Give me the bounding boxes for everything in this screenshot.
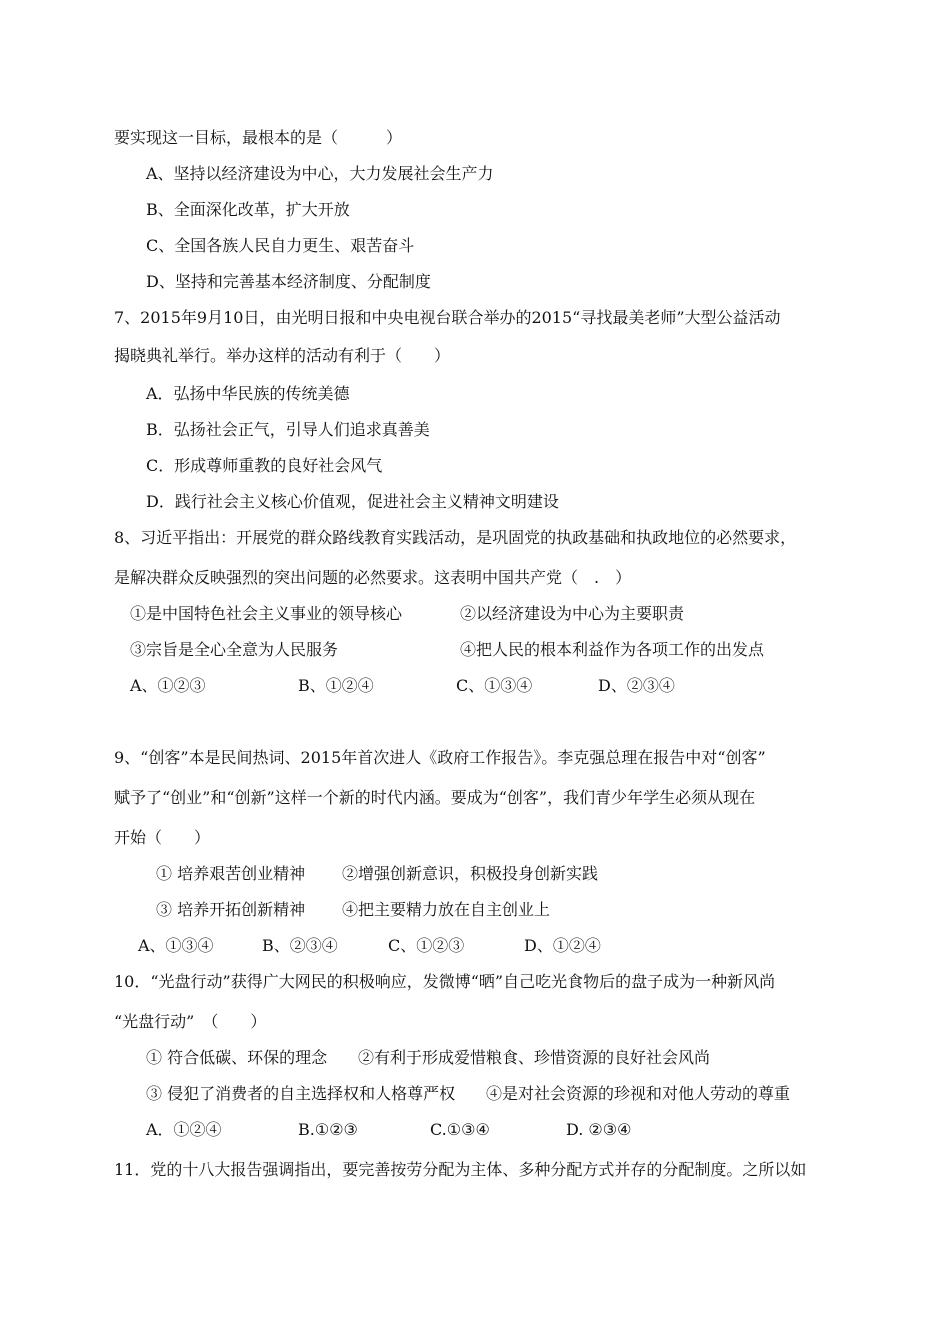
q8-answer-a: A、①②③ [130, 676, 206, 695]
q10-answer-b: B.①②③ [298, 1120, 358, 1139]
q10-item-3: ③ 侵犯了消费者的自主选择权和人格尊严权 [146, 1084, 456, 1103]
q8-item-4: ④把人民的根本利益作为各项工作的出发点 [460, 640, 765, 659]
q10-stem-line1: 10．“光盘行动”获得广大网民的积极响应，发微博“晒”自己吃光食物后的盘子成为一种新风尚 [114, 972, 776, 991]
q7-option-d: D．践行社会主义核心价值观，促进社会主义精神文明建设 [146, 492, 559, 511]
q10-item-2: ②有利于形成爱惜粮食、珍惜资源的良好社会风尚 [358, 1048, 711, 1067]
q6-option-d: D、坚持和完善基本经济制度、分配制度 [146, 272, 431, 291]
q8-item-3: ③宗旨是全心全意为人民服务 [130, 640, 339, 659]
q7-option-a: A．弘扬中华民族的传统美德 [146, 384, 350, 403]
q9-item-3: ③ 培养开拓创新精神 [156, 900, 306, 919]
q6-option-c: C、全国各族人民自力更生、艰苦奋斗 [146, 236, 415, 255]
q10-item-4: ④是对社会资源的珍视和对他人劳动的尊重 [486, 1084, 791, 1103]
q9-item-2: ②增强创新意识，积极投身创新实践 [342, 864, 599, 883]
q9-answer-d: D、①②④ [524, 936, 601, 955]
q10-item-1: ① 符合低碳、环保的理念 [146, 1048, 328, 1067]
q6-option-b: B、全面深化改革，扩大开放 [146, 200, 350, 219]
q9-answer-b: B、②③④ [262, 936, 338, 955]
q10-answer-c: C.①③④ [430, 1120, 490, 1139]
q11-stem-line1: 11．党的十八大报告强调指出，要完善按劳分配为主体、多种分配方式并存的分配制度。之所以如 [114, 1160, 807, 1179]
q8-stem-line2: 是解决群众反映强烈的突出问题的必然要求。这表明中国共产党（ . ） [114, 568, 632, 587]
q8-answer-b: B、①②④ [298, 676, 374, 695]
q9-answer-a: A、①③④ [138, 936, 214, 955]
q6-option-a: A、坚持以经济建设为中心，大力发展社会生产力 [146, 164, 494, 183]
q8-answer-c: C、①③④ [456, 676, 533, 695]
q8-item-1: ①是中国特色社会主义事业的领导核心 [130, 604, 403, 623]
q8-answer-d: D、②③④ [598, 676, 675, 695]
q10-stem-line2: “光盘行动” （ ） [114, 1012, 267, 1031]
q7-stem-line2: 揭晓典礼举行。举办这样的活动有利于（ ） [114, 346, 451, 365]
q9-item-1: ① 培养艰苦创业精神 [156, 864, 306, 883]
q6-stem-tail: 要实现这一目标，最根本的是（ ） [114, 128, 403, 147]
q9-stem-line3: 开始（ ） [114, 828, 211, 847]
q10-answer-a: A．①②④ [146, 1120, 222, 1139]
q8-item-2: ②以经济建设为中心为主要职责 [460, 604, 685, 623]
q7-option-c: C．形成尊师重教的良好社会风气 [146, 456, 383, 475]
q9-stem-line1: 9、“创客”本是民间热词、2015年首次进人《政府工作报告》。李克强总理在报告中对“创客” [114, 748, 766, 767]
q7-option-b: B．弘扬社会正气，引导人们追求真善美 [146, 420, 430, 439]
q8-stem-line1: 8、习近平指出：开展党的群众路线教育实践活动，是巩固党的执政基础和执政地位的必然要求， [114, 528, 797, 547]
q10-answer-d: D. ②③④ [566, 1120, 632, 1139]
q7-stem-line1: 7、2015年9月10日，由光明日报和中央电视台联合举办的2015“寻找最美老师”大型公益活动 [114, 308, 781, 327]
q9-answer-c: C、①②③ [388, 936, 465, 955]
q9-stem-line2: 赋予了“创业”和“创新”这样一个新的时代内涵。要成为“创客”，我们青少年学生必须从现在 [114, 788, 756, 807]
q9-item-4: ④把主要精力放在自主创业上 [342, 900, 551, 919]
